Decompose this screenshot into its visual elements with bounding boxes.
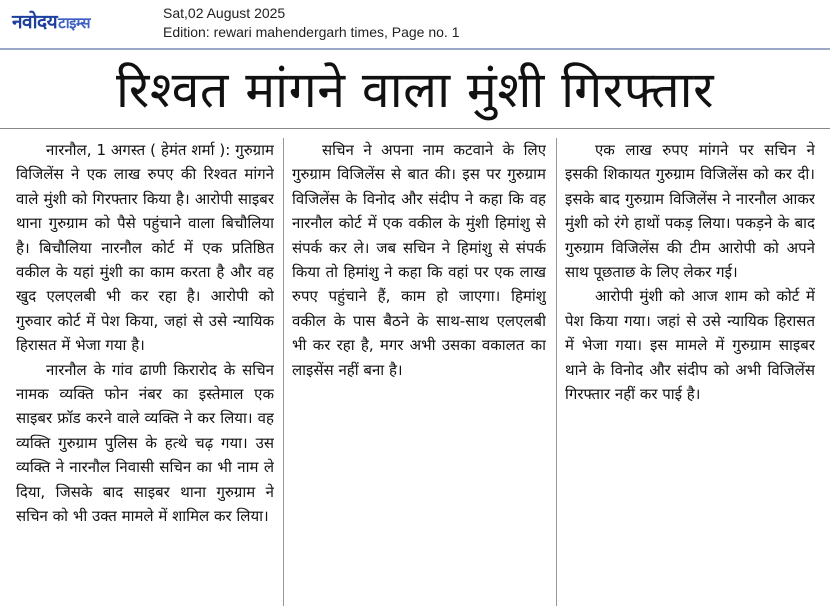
column-divider xyxy=(283,138,284,606)
publication-date: Sat,02 August 2025 xyxy=(163,5,286,21)
logo-main-text: नवोदय xyxy=(12,11,58,33)
paragraph-5: आरोपी मुंशी को आज शाम को कोर्ट में पेश किया गया। जहां से उसे न्यायिक हिरासत में भेजा गया। इस मामले में गुरुग्राम साइबर थाने के विनोद और संदीप को अभी विजिलेंस गिरफ्तार नहीं कर पाई है। xyxy=(565,287,815,404)
column-divider xyxy=(556,138,557,606)
article-column-2 xyxy=(292,138,546,608)
paragraph-3: सचिन ने अपना नाम कटवाने के लिए गुरुग्राम विजिलेंस से बात की। इस पर गुरुग्राम विजिलेंस के विनोद और संदीप ने कहा कि वह नारनौल कोर्ट में एक वकील के मुंशी हिमांशु से संपर्क कर ले। जब सचिन ने हिमांशु से संपर्क किया तो हिमांशु ने कहा कि वहां पर एक लाख रुपए पहुंचाने हैं, काम हो जाएगा। हिमांशु वकील के पास बैठने के साथ-साथ एलएलबी भी कर रहा है, मगर अभी उसका वकालत का लाइसेंस नहीं बना है। xyxy=(292,141,546,379)
logo-sub-text: टाइम्स xyxy=(58,14,90,32)
edition-label: Edition: rewari mahendergarh times, Page no. 1 xyxy=(163,24,460,40)
article-headline: रिश्वत मांगने वाला मुंशी गिरफ्तार xyxy=(115,61,715,119)
newspaper-logo[interactable] xyxy=(12,8,90,34)
article-column-3 xyxy=(565,138,815,608)
headline-divider xyxy=(0,128,830,129)
paragraph-2: नारनौल के गांव ढाणी किरारोद के सचिन नामक व्यक्ति फोन नंबर का इस्तेमाल एक साइबर फ्रॉड करने वाले व्यक्ति ने कर लिया। वह व्यक्ति गुरुग्राम पुलिस के हत्थे चढ़ गया। उस व्यक्ति ने नारनौल निवासी सचिन का भी नाम ले दिया, जिसके बाद साइबर थाना गुरुग्राम ने सचिन को भी उक्त मामले में शामिल कर लिया। xyxy=(16,360,274,526)
paragraph-4: एक लाख रुपए मांगने पर सचिन ने इसकी शिकायत गुरुग्राम विजिलेंस को कर दी। इसके बाद गुरुग्राम विजिलेंस ने नारनौल आकर मुंशी को रंगे हाथों पकड़ लिया। पकड़ने के बाद गुरुग्राम विजिलेंस की टीम आरोपी को अपने साथ पूछताछ के लिए लेकर गई। xyxy=(565,141,815,282)
edition-info xyxy=(163,4,460,42)
masthead xyxy=(0,0,830,50)
paragraph-1: नारनौल, 1 अगस्त ( हेमंत शर्मा ): गुरुग्राम विजिलेंस ने एक लाख रुपए की रिश्वत मांगने वाले मुंशी को गिरफ्तार किया है। आरोपी साइबर थाना गुरुग्राम को पैसे पहुंचाने वाला बिचौलिया है। बिचौलिया नारनौल कोर्ट में एक प्रतिष्ठित वकील के यहां मुंशी का काम करता है और वह खुद एलएलबी भी कर रहा है। आरोपी को गुरुवार कोर्ट में पेश किया, जहां से उसे न्यायिक हिरासत में भेजा गया है। xyxy=(16,141,274,355)
article-column-1 xyxy=(16,138,274,608)
